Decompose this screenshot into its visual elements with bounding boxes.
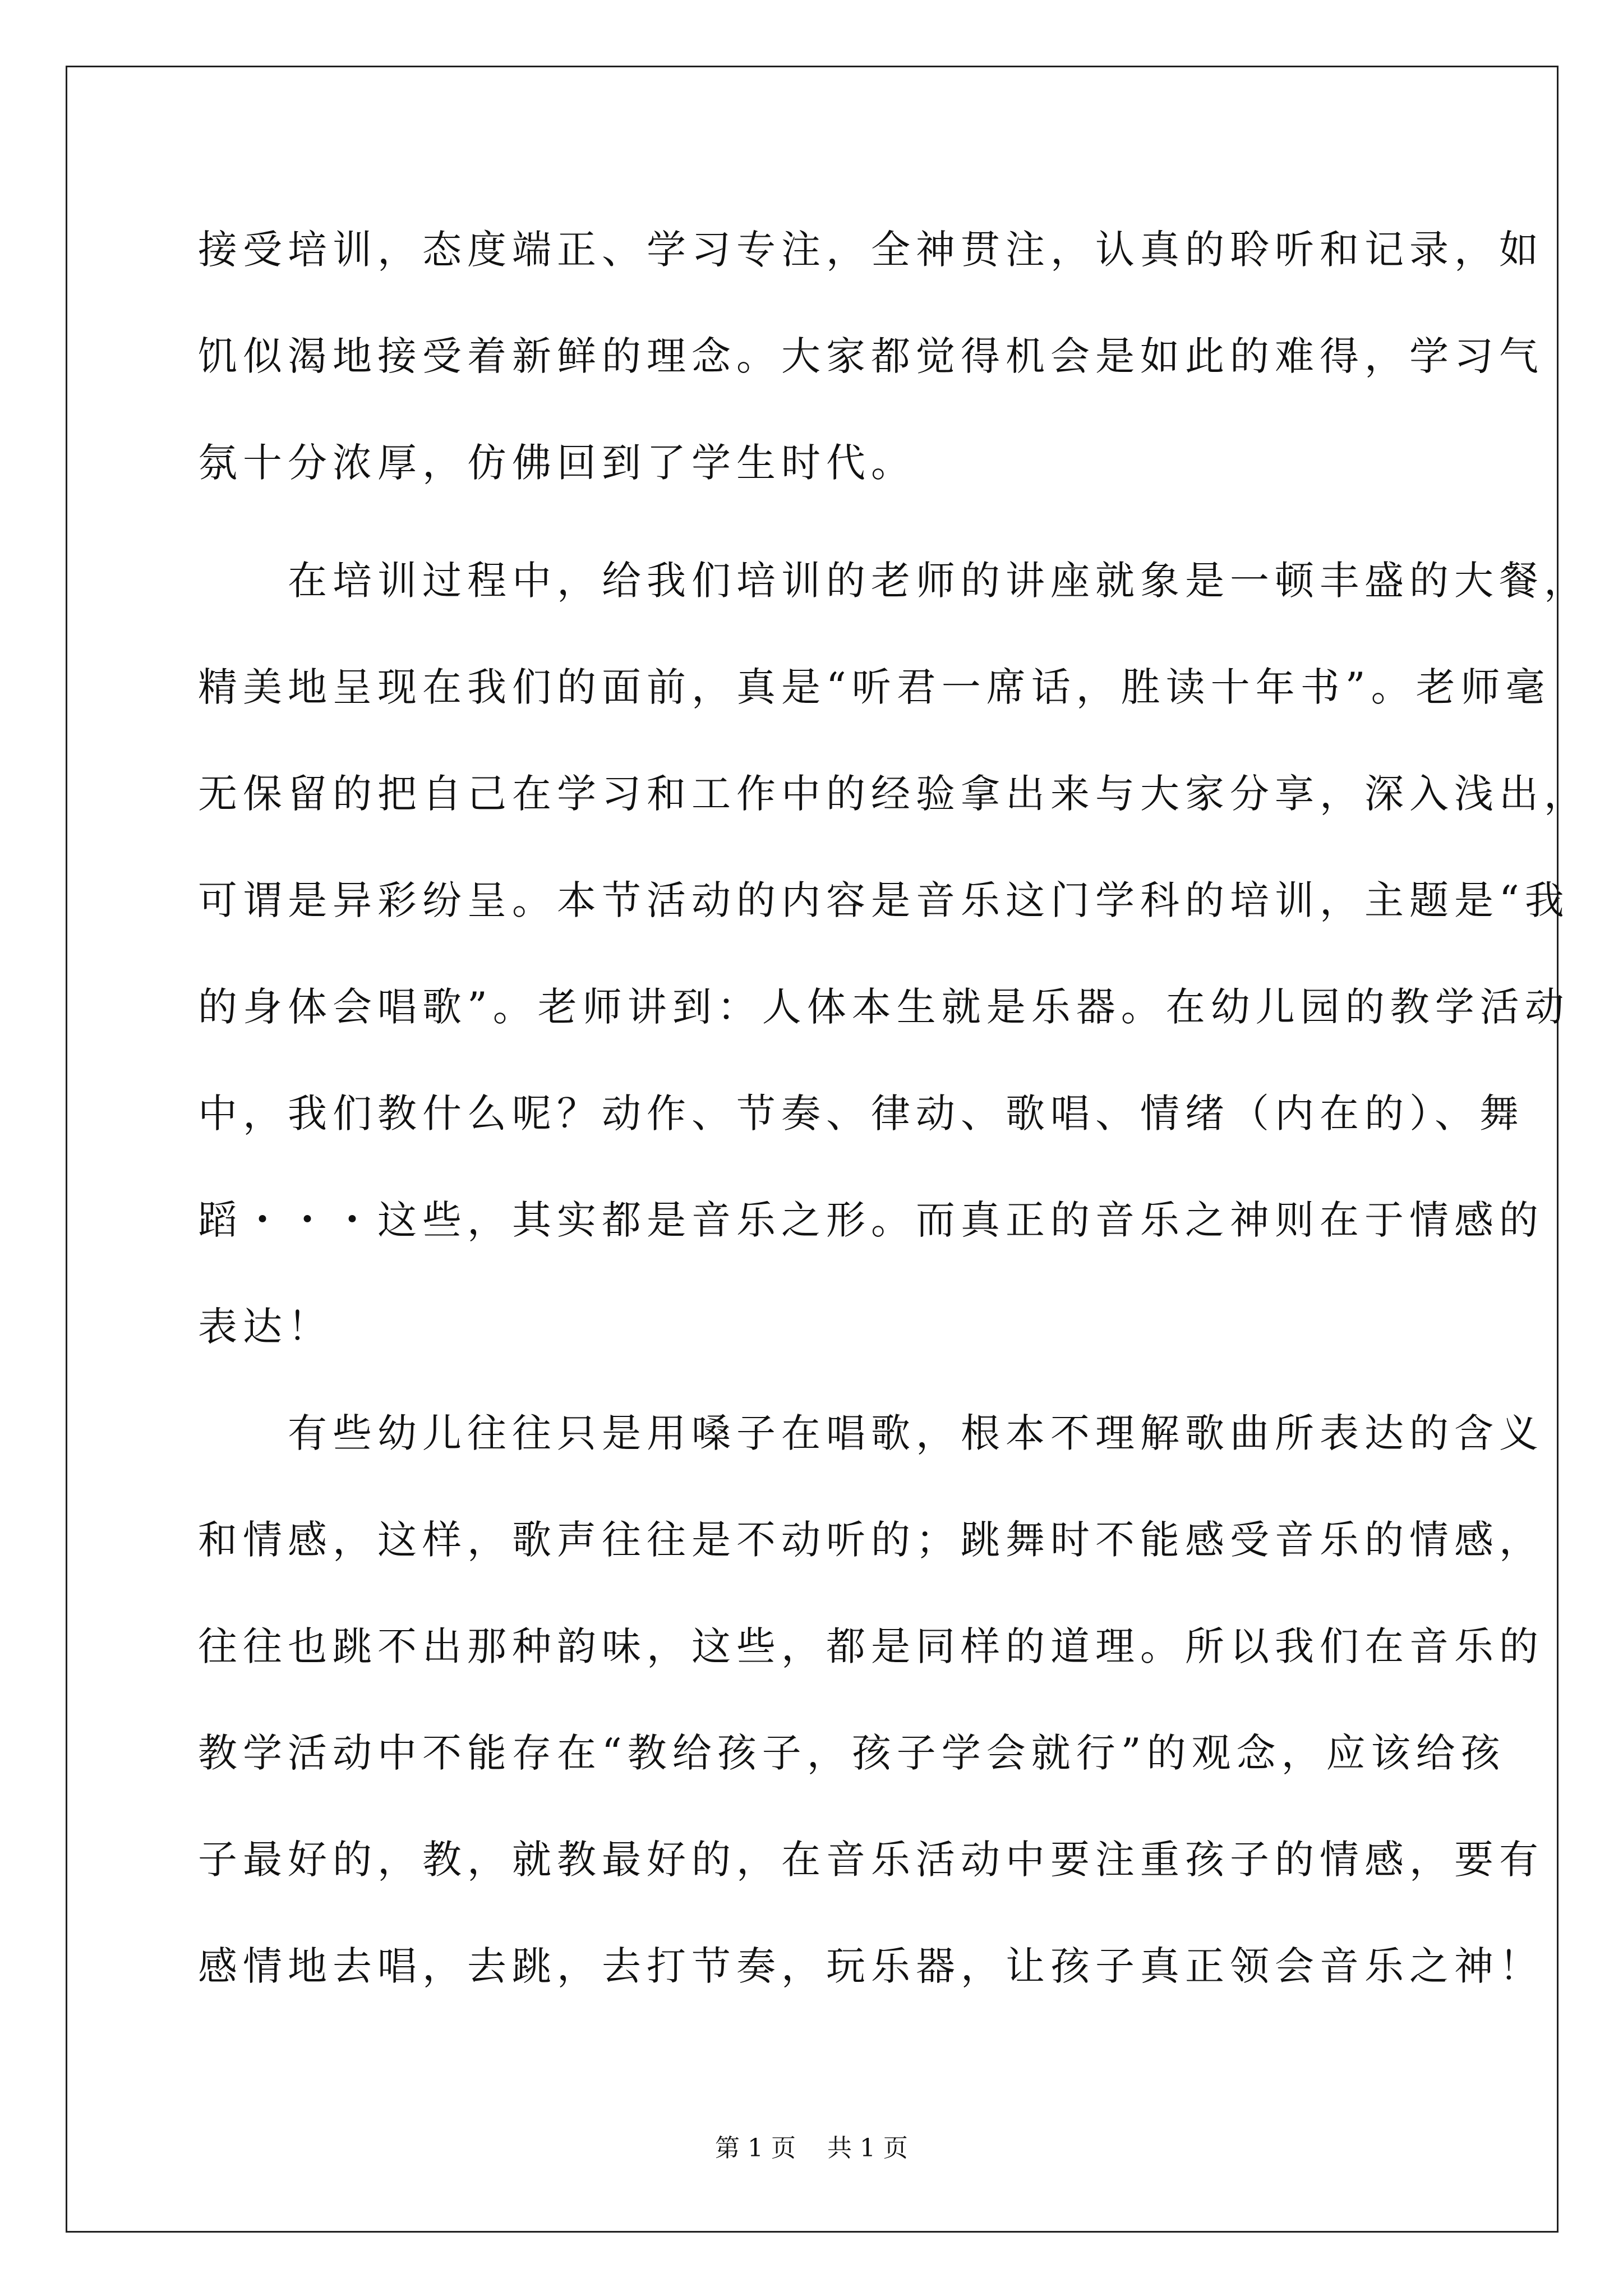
text-line: 的身体会唱歌”。老师讲到：人体本生就是乐器。在幼儿园的教学活动 [198,984,1570,1030]
text-line: 氛十分浓厚，仿佛回到了学生时代。 [198,440,916,486]
text-line: 子最好的，教，就教最好的，在音乐活动中要注重孩子的情感，要有 [198,1837,1544,1883]
text-line: 接受培训，态度端正、学习专注，全神贯注，认真的聆听和记录，如 [198,227,1544,273]
text-line: 蹈・・・这些，其实都是音乐之形。而真正的音乐之神则在于情感的 [198,1197,1544,1243]
text-line: 教学活动中不能存在“教给孩子，孩子学会就行”的观念，应该给孩 [198,1730,1506,1776]
text-line: 无保留的把自己在学习和工作中的经验拿出来与大家分享，深入浅出， [198,771,1589,817]
text-line: 精美地呈现在我们的面前，真是“听君一席话，胜读十年书”。老师毫 [198,664,1551,710]
text-line: 感情地去唱，去跳，去打节奏，玩乐器，让孩子真正领会音乐之神！ [198,1943,1544,1989]
page-border [66,66,1559,2233]
text-line: 有些幼儿往往只是用嗓子在唱歌，根本不理解歌曲所表达的含义 [198,1410,1544,1456]
text-line: 表达！ [198,1304,333,1350]
page-number-footer: 第 1 页 共 1 页 [715,2134,908,2162]
text-line: 和情感，这样，歌声往往是不动听的；跳舞时不能感受音乐的情感， [198,1517,1544,1563]
text-line: 往往也跳不出那种韵味，这些，都是同样的道理。所以我们在音乐的 [198,1623,1544,1669]
text-line: 饥似渴地接受着新鲜的理念。大家都觉得机会是如此的难得，学习气 [198,333,1544,379]
text-line: 可谓是异彩纷呈。本节活动的内容是音乐这门学科的培训，主题是“我 [198,877,1570,923]
text-line: 中，我们教什么呢？动作、节奏、律动、歌唱、情绪（内在的）、舞 [198,1091,1524,1137]
text-line: 在培训过程中，给我们培训的老师的讲座就象是一顿丰盛的大餐， [198,558,1589,604]
